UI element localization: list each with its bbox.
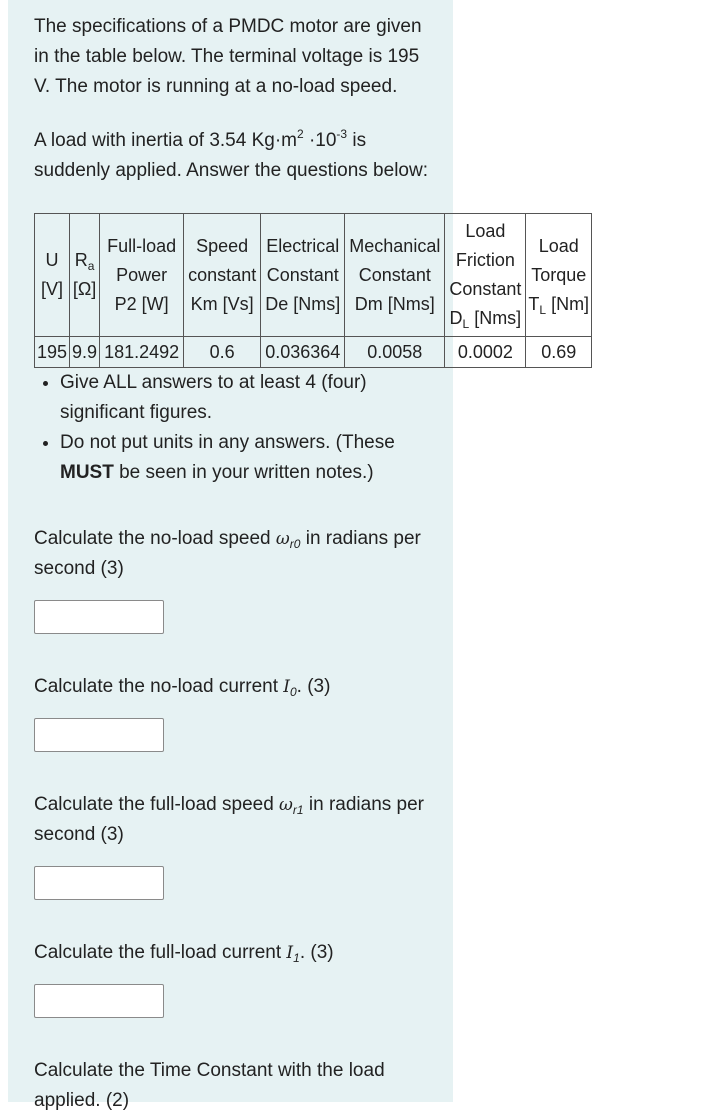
- question-text: Calculate the no-load speed $\omega_{r0}$ in radians per second (3): [34, 528, 421, 579]
- question-no-load-speed: [34, 524, 434, 634]
- question-content: [34, 12, 590, 1116]
- instruction-item: • Do not put units in any answers. (These MUST be seen in your written notes.): [60, 428, 434, 488]
- question-text: Calculate the full-load current $I_1$. (3): [34, 942, 334, 965]
- header-electrical-constant: Electrical Constant De [Nms]: [261, 214, 345, 337]
- header-speed-constant: Speed constant Km [Vs]: [184, 214, 261, 337]
- answer-input-full-load-current[interactable]: [34, 984, 164, 1018]
- spec-table-wrapper: [34, 213, 707, 368]
- intro-text: The specifications of a PMDC motor are given in the table below. The terminal voltage is 195 V. The motor is running at a no-load speed.: [34, 16, 422, 97]
- instructions-list: [34, 368, 434, 488]
- header-mechanical-constant: Mechanical Constant Dm [Nms]: [345, 214, 445, 337]
- header-load-friction: Load Friction Constant $D_L$ [Nms]: [445, 214, 526, 337]
- question-time-constant: [34, 1056, 434, 1116]
- question-full-load-current: [34, 938, 434, 1018]
- header-u: U [V]: [35, 214, 70, 337]
- header-ra: $R_a$ [Ω]: [70, 214, 100, 337]
- instruction-item: • Give ALL answers to at least 4 (four) significant figures.: [60, 368, 434, 428]
- table-header-row: [35, 214, 592, 337]
- cell-ra: 9.9: [70, 337, 100, 368]
- question-no-load-current: [34, 672, 434, 752]
- answer-input-no-load-speed[interactable]: [34, 600, 164, 634]
- cell-p2: 181.2492: [100, 337, 184, 368]
- question-text: Calculate the no-load current $I_0$. (3): [34, 676, 331, 699]
- header-load-torque: Load Torque $T_L$ [Nm]: [526, 214, 592, 337]
- cell-dl: 0.0002: [445, 337, 526, 368]
- cell-dm: 0.0058: [345, 337, 445, 368]
- question-full-load-speed: [34, 790, 434, 900]
- cell-tl: 0.69: [526, 337, 592, 368]
- answer-input-no-load-current[interactable]: [34, 718, 164, 752]
- table-row: [35, 337, 592, 368]
- question-text: Calculate the Time Constant with the load applied. (2): [34, 1060, 385, 1111]
- cell-de: 0.036364: [261, 337, 345, 368]
- spec-table: [34, 213, 592, 368]
- question-text: Calculate the full-load speed $\omega_{r1}$ in radians per second (3): [34, 794, 424, 845]
- load-inertia-text: A load with inertia of 3.54 $Kg\cdot m^2 \cdot 10^{-3}$ is suddenly applied. Answer the questions below:: [34, 127, 428, 181]
- answer-input-full-load-speed[interactable]: [34, 866, 164, 900]
- cell-km: 0.6: [184, 337, 261, 368]
- cell-u: 195: [35, 337, 70, 368]
- header-full-load-power: Full-load Power P2 [W]: [100, 214, 184, 337]
